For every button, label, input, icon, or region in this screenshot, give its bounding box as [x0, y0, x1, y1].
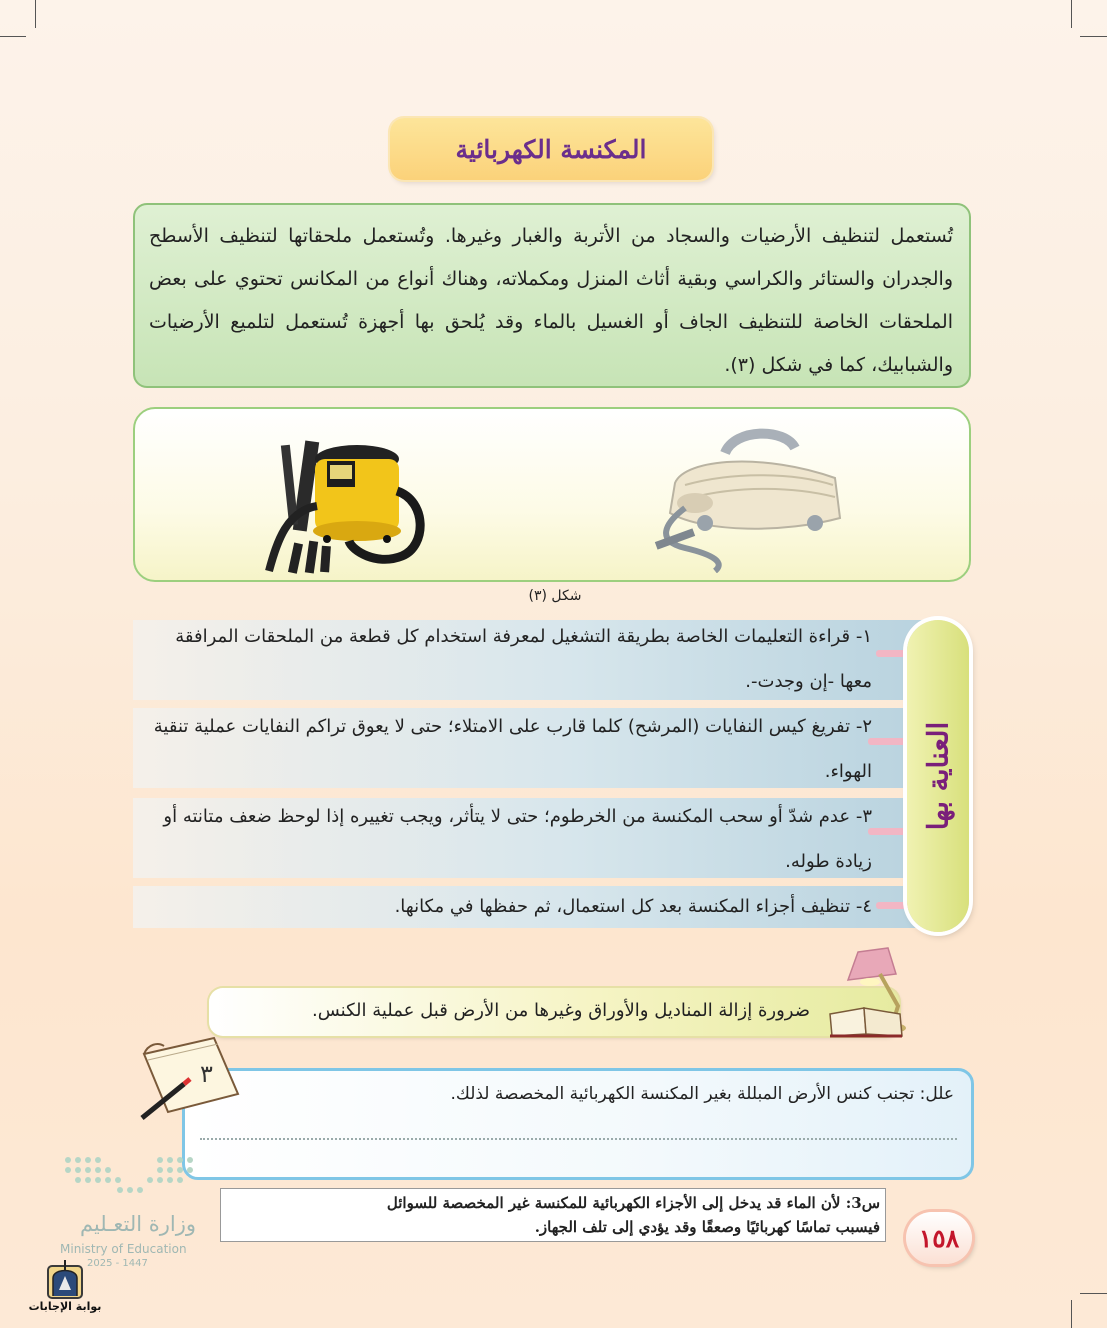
watermark-logo-icon: [44, 1256, 86, 1300]
note-text: ضرورة إزالة المناديل والأوراق وغيرها من الأرض قبل عملية الكنس.: [311, 1000, 810, 1021]
upright-vacuum-cleaner: [645, 423, 845, 573]
answer-line[interactable]: [200, 1138, 957, 1140]
answer-line-2: فيسبب تماسًا كهربائيًا وصعقًا وقد يؤدي إلى تلف الجهاز.: [534, 1218, 880, 1236]
activity-number: ٣: [200, 1060, 213, 1088]
answer-line-1: س3: لأن الماء قد يدخل إلى الأجزاء الكهربائية للمكنسة غير المخصصة للسوائل: [386, 1194, 880, 1212]
open-book-icon: [828, 1004, 904, 1038]
care-section-label: [907, 620, 969, 932]
care-item-1: ١- قراءة التعليمات الخاصة بطريقة التشغيل لمعرفة استخدام كل قطعة من الملحقات المرافقة معها -إن وجدت-.: [175, 626, 872, 692]
ministry-logo-dots: [60, 1150, 200, 1200]
crop-mark: [1071, 0, 1072, 28]
ministry-name-en: Ministry of Education: [60, 1242, 187, 1256]
care-item-2: ٢- تفريغ كيس النفايات (المرشح) كلما قارب على الامتلاء؛ حتى لا يعوق تراكم النفايات عملية تنقية الهواء.: [153, 716, 872, 782]
care-item-3: ٣- عدم شدّ أو سحب المكنسة من الخرطوم؛ حتى لا يتأثر، ويجب تغييره إذا لوحظ ضعف متانته أو زيادة طوله.: [163, 806, 872, 872]
ministry-name-ar: وزارة التعـليم: [79, 1212, 196, 1236]
watermark-text: بوابة الإجابات: [28, 1300, 102, 1313]
figure-box: [133, 407, 971, 582]
crop-mark: [1080, 1293, 1107, 1294]
notepad-pencil-icon: [134, 1034, 244, 1124]
crop-mark: [1071, 1300, 1072, 1328]
page-number: ١٥٨: [918, 1223, 960, 1253]
figure-caption: شكل (٣): [528, 588, 582, 604]
question-text: علل: تجنب كنس الأرض المبللة بغير المكنسة الكهربائية المخصصة لذلك.: [450, 1084, 954, 1104]
crop-mark: [1080, 36, 1107, 37]
answer-text: [228, 1191, 880, 1239]
page-number-badge: [906, 1212, 972, 1264]
ministry-year: 2025 - 1447: [87, 1258, 148, 1269]
section-title: المكنسة الكهربائية: [455, 134, 647, 164]
care-label-text: العناية بها: [921, 721, 955, 831]
intro-box: [133, 203, 971, 388]
intro-paragraph: تُستعمل لتنظيف الأرضيات والسجاد من الأتربة والغبار وغيرها. وتُستعمل ملحقاتها لتنظيف الأسطح والجدران والستائر والكراسي وبقية أثاث المنزل ومكملاته، وهناك أنواع من المكانس تحتوي على بعض الملحقات الخاصة للتنظيف الجاف أو الغسيل بالماء وقد يُلحق بها أجهزة تُستعمل لتلميع الأرضيات والشبابيك، كما في شكل (٣).: [149, 225, 953, 376]
care-item-4: ٤- تنظيف أجزاء المكنسة بعد كل استعمال، ثم حفظها في مكانها.: [394, 896, 872, 917]
section-title-box: [390, 118, 712, 180]
crop-mark: [0, 36, 26, 37]
wet-dry-shop-vacuum: [257, 431, 427, 581]
crop-mark: [35, 0, 36, 28]
